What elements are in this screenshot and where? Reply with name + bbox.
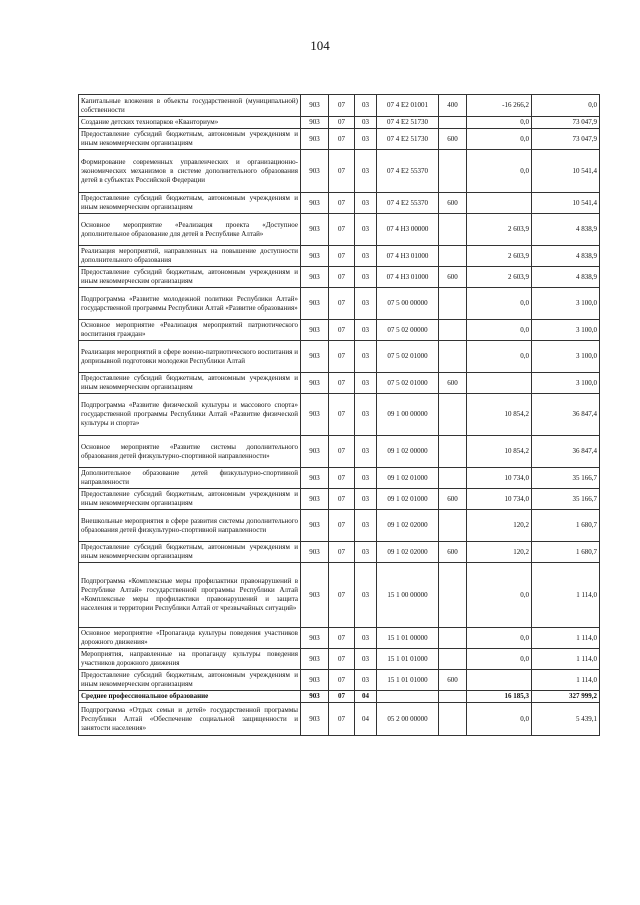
subsection-code: 03 [355, 288, 377, 320]
target-article-code: 07 4 Е2 55370 [377, 150, 439, 193]
subsection-code: 03 [355, 542, 377, 563]
subsection-code: 03 [355, 373, 377, 394]
amount-change: -16 266,2 [467, 95, 532, 117]
amount-total: 36 847,4 [532, 436, 600, 468]
table-row [79, 394, 600, 436]
amount-total: 10 541,4 [532, 193, 600, 214]
target-article-code: 07 4 Е2 55370 [377, 193, 439, 214]
row-description: Создание детских технопарков «Кванториум» [79, 117, 301, 129]
subsection-code: 03 [355, 510, 377, 542]
table-row [79, 468, 600, 489]
subsection-code: 03 [355, 246, 377, 267]
grbs-code: 903 [301, 542, 329, 563]
row-description: Среднее профессиональное образование [79, 691, 301, 703]
table-row [79, 373, 600, 394]
grbs-code: 903 [301, 394, 329, 436]
row-description: Внешкольные мероприятия в сфере развития системы дополнительного образования детей физкультурно-спортивной направленности [79, 510, 301, 542]
grbs-code: 903 [301, 246, 329, 267]
amount-total: 3 100,0 [532, 341, 600, 373]
section-code: 07 [329, 129, 355, 150]
table-row [79, 563, 600, 628]
amount-total: 327 999,2 [532, 691, 600, 703]
target-article-code: 09 1 02 02000 [377, 510, 439, 542]
amount-change: 0,0 [467, 320, 532, 341]
amount-total: 36 847,4 [532, 394, 600, 436]
section-code: 07 [329, 563, 355, 628]
expense-type-code: 600 [439, 542, 467, 563]
amount-total: 4 838,9 [532, 267, 600, 288]
expense-type-code [439, 510, 467, 542]
expense-type-code: 400 [439, 95, 467, 117]
amount-change: 0,0 [467, 117, 532, 129]
target-article-code: 15 1 00 00000 [377, 563, 439, 628]
section-code: 07 [329, 489, 355, 510]
section-code: 07 [329, 320, 355, 341]
subsection-code: 03 [355, 214, 377, 246]
table-row [79, 542, 600, 563]
expense-type-code [439, 468, 467, 489]
amount-change: 0,0 [467, 129, 532, 150]
expense-type-code: 600 [439, 193, 467, 214]
table-row [79, 341, 600, 373]
expense-type-code [439, 691, 467, 703]
subsection-code: 03 [355, 489, 377, 510]
amount-change: 2 603,9 [467, 214, 532, 246]
grbs-code: 903 [301, 468, 329, 489]
table-row [79, 267, 600, 288]
row-description: Подпрограмма «Комплексные меры профилактики правонарушений в Республике Алтай» государственной программы Республики Алтай «Комплексные меры профилактики правонарушений и защита населения и территории Республики Алтай от чрезвычайных ситуаций» [79, 563, 301, 628]
section-code: 07 [329, 341, 355, 373]
section-code: 07 [329, 150, 355, 193]
subsection-code: 04 [355, 703, 377, 736]
grbs-code: 903 [301, 117, 329, 129]
grbs-code: 903 [301, 267, 329, 288]
target-article-code: 05 2 00 00000 [377, 703, 439, 736]
expense-type-code [439, 394, 467, 436]
section-code: 07 [329, 267, 355, 288]
expense-type-code [439, 320, 467, 341]
section-code: 07 [329, 394, 355, 436]
grbs-code: 903 [301, 628, 329, 649]
amount-total: 4 838,9 [532, 246, 600, 267]
amount-total: 73 047,9 [532, 117, 600, 129]
expense-type-code: 600 [439, 373, 467, 394]
amount-total: 10 541,4 [532, 150, 600, 193]
amount-change: 16 185,3 [467, 691, 532, 703]
amount-total: 1 680,7 [532, 510, 600, 542]
page-number: 104 [310, 38, 330, 53]
amount-total: 3 100,0 [532, 288, 600, 320]
grbs-code: 903 [301, 214, 329, 246]
table-row [79, 703, 600, 736]
row-description: Основное мероприятие «Пропаганда культуры поведения участников дорожного движения» [79, 628, 301, 649]
target-article-code: 07 4 Е2 51730 [377, 129, 439, 150]
section-code: 07 [329, 510, 355, 542]
expense-type-code [439, 563, 467, 628]
row-description: Мероприятия, направленные на пропаганду культуры поведения участников дорожного движения [79, 649, 301, 670]
row-description: Формирование современных управленческих и организационно-экономических механизмов в системе дополнительного образования детей в субъектах Российской Федерации [79, 150, 301, 193]
row-description: Реализация мероприятий, направленных на повышение доступности дополнительного образования [79, 246, 301, 267]
amount-change: 120,2 [467, 542, 532, 563]
row-description: Предоставление субсидий бюджетным, автономным учреждениям и иным некоммерческим организациям [79, 193, 301, 214]
section-code: 07 [329, 649, 355, 670]
table-row [79, 117, 600, 129]
grbs-code: 903 [301, 510, 329, 542]
expense-type-code [439, 150, 467, 193]
grbs-code: 903 [301, 341, 329, 373]
target-article-code: 07 5 02 01000 [377, 373, 439, 394]
amount-total: 3 100,0 [532, 373, 600, 394]
amount-total: 4 838,9 [532, 214, 600, 246]
grbs-code: 903 [301, 95, 329, 117]
row-description: Предоставление субсидий бюджетным, автономным учреждениям и иным некоммерческим организациям [79, 373, 301, 394]
row-description: Подпрограмма «Развитие физической культуры и массового спорта» государственной программы Республики Алтай «Развитие физической культуры и спорта» [79, 394, 301, 436]
grbs-code: 903 [301, 703, 329, 736]
row-description: Капитальные вложения в объекты государственной (муниципальной) собственности [79, 95, 301, 117]
target-article-code: 07 5 00 00000 [377, 288, 439, 320]
row-description: Основное мероприятие «Развитие системы дополнительного образования детей физкультурно-спортивной направленности» [79, 436, 301, 468]
row-description: Предоставление субсидий бюджетным, автономным учреждениям и иным некоммерческим организациям [79, 542, 301, 563]
row-description: Подпрограмма «Отдых семьи и детей» государственной программы Республики Алтай «Обеспечение социальной защищенности и занятости населения» [79, 703, 301, 736]
table-row [79, 95, 600, 117]
subsection-code: 03 [355, 117, 377, 129]
expense-type-code: 600 [439, 267, 467, 288]
table-row [79, 246, 600, 267]
grbs-code: 903 [301, 320, 329, 341]
section-code: 07 [329, 436, 355, 468]
table-row [79, 129, 600, 150]
row-description: Основное мероприятие «Реализация проекта «Доступное дополнительное образование для детей в Республике Алтай» [79, 214, 301, 246]
amount-change: 10 854,2 [467, 394, 532, 436]
table-body [79, 95, 600, 736]
row-description: Предоставление субсидий бюджетным, автономным учреждениям и иным некоммерческим организациям [79, 670, 301, 691]
grbs-code: 903 [301, 129, 329, 150]
section-code: 07 [329, 628, 355, 649]
section-code: 07 [329, 670, 355, 691]
grbs-code: 903 [301, 691, 329, 703]
amount-total: 5 439,1 [532, 703, 600, 736]
target-article-code: 09 1 02 01000 [377, 468, 439, 489]
section-code: 07 [329, 691, 355, 703]
expense-type-code [439, 246, 467, 267]
row-description: Основное мероприятие «Реализация мероприятий патриотического воспитания граждан» [79, 320, 301, 341]
amount-change: 2 603,9 [467, 246, 532, 267]
expense-type-code [439, 436, 467, 468]
subsection-code: 03 [355, 341, 377, 373]
target-article-code: 15 1 01 01000 [377, 670, 439, 691]
subsection-code: 03 [355, 670, 377, 691]
amount-total: 1 114,0 [532, 563, 600, 628]
grbs-code: 903 [301, 436, 329, 468]
amount-change: 0,0 [467, 628, 532, 649]
target-article-code: 15 1 01 00000 [377, 628, 439, 649]
table-row [79, 649, 600, 670]
subsection-code: 03 [355, 468, 377, 489]
table-row [79, 670, 600, 691]
target-article-code: 07 4 Н3 00000 [377, 214, 439, 246]
table-row [79, 193, 600, 214]
row-description: Реализация мероприятий в сфере военно-патриотического воспитания и допризывной подготовки молодежи Республики Алтай [79, 341, 301, 373]
section-code: 07 [329, 373, 355, 394]
amount-change: 10 854,2 [467, 436, 532, 468]
amount-total: 1 114,0 [532, 628, 600, 649]
table-row [79, 288, 600, 320]
amount-total: 1 114,0 [532, 649, 600, 670]
section-code: 07 [329, 214, 355, 246]
target-article-code [377, 691, 439, 703]
expense-type-code [439, 341, 467, 373]
grbs-code: 903 [301, 649, 329, 670]
grbs-code: 903 [301, 288, 329, 320]
amount-change [467, 670, 532, 691]
expense-type-code [439, 649, 467, 670]
target-article-code: 07 5 02 01000 [377, 341, 439, 373]
budget-table [78, 94, 600, 736]
section-code: 07 [329, 703, 355, 736]
grbs-code: 903 [301, 373, 329, 394]
expense-type-code: 600 [439, 129, 467, 150]
table-row [79, 214, 600, 246]
amount-change: 0,0 [467, 150, 532, 193]
section-code: 07 [329, 468, 355, 489]
expense-type-code [439, 288, 467, 320]
expense-type-code: 600 [439, 670, 467, 691]
subsection-code: 03 [355, 95, 377, 117]
table-row [79, 691, 600, 703]
subsection-code: 03 [355, 394, 377, 436]
amount-total: 1 680,7 [532, 542, 600, 563]
subsection-code: 04 [355, 691, 377, 703]
section-code: 07 [329, 95, 355, 117]
amount-change: 0,0 [467, 649, 532, 670]
row-description: Предоставление субсидий бюджетным, автономным учреждениям и иным некоммерческим организациям [79, 129, 301, 150]
section-code: 07 [329, 193, 355, 214]
target-article-code: 07 4 Н3 01000 [377, 267, 439, 288]
amount-total: 0,0 [532, 95, 600, 117]
table-row [79, 628, 600, 649]
section-code: 07 [329, 288, 355, 320]
subsection-code: 03 [355, 649, 377, 670]
table-row [79, 320, 600, 341]
expense-type-code [439, 117, 467, 129]
subsection-code: 03 [355, 628, 377, 649]
target-article-code: 09 1 00 00000 [377, 394, 439, 436]
amount-total: 1 114,0 [532, 670, 600, 691]
target-article-code: 07 4 Е2 01001 [377, 95, 439, 117]
amount-change [467, 193, 532, 214]
subsection-code: 03 [355, 267, 377, 288]
grbs-code: 903 [301, 150, 329, 193]
target-article-code: 09 1 02 01000 [377, 489, 439, 510]
amount-change: 0,0 [467, 341, 532, 373]
subsection-code: 03 [355, 150, 377, 193]
table-row [79, 489, 600, 510]
expense-type-code [439, 628, 467, 649]
amount-change: 2 603,9 [467, 267, 532, 288]
amount-change: 120,2 [467, 510, 532, 542]
amount-total: 3 100,0 [532, 320, 600, 341]
target-article-code: 09 1 02 00000 [377, 436, 439, 468]
row-description: Подпрограмма «Развитие молодежной политики Республики Алтай» государственной программы Республики Алтай «Развитие образования» [79, 288, 301, 320]
section-code: 07 [329, 246, 355, 267]
subsection-code: 03 [355, 436, 377, 468]
grbs-code: 903 [301, 563, 329, 628]
target-article-code: 07 4 Н3 01000 [377, 246, 439, 267]
amount-change: 0,0 [467, 288, 532, 320]
expense-type-code [439, 214, 467, 246]
table-row [79, 510, 600, 542]
expense-type-code [439, 703, 467, 736]
target-article-code: 07 5 02 00000 [377, 320, 439, 341]
table-row [79, 150, 600, 193]
amount-change [467, 373, 532, 394]
amount-change: 0,0 [467, 703, 532, 736]
subsection-code: 03 [355, 320, 377, 341]
target-article-code: 09 1 02 02000 [377, 542, 439, 563]
subsection-code: 03 [355, 193, 377, 214]
section-code: 07 [329, 117, 355, 129]
row-description: Предоставление субсидий бюджетным, автономным учреждениям и иным некоммерческим организациям [79, 489, 301, 510]
row-description: Дополнительное образование детей физкультурно-спортивной направленности [79, 468, 301, 489]
amount-change: 10 734,0 [467, 489, 532, 510]
row-description: Предоставление субсидий бюджетным, автономным учреждениям и иным некоммерческим организациям [79, 267, 301, 288]
grbs-code: 903 [301, 670, 329, 691]
amount-total: 35 166,7 [532, 489, 600, 510]
section-code: 07 [329, 542, 355, 563]
grbs-code: 903 [301, 193, 329, 214]
expense-type-code: 600 [439, 489, 467, 510]
amount-change: 0,0 [467, 563, 532, 628]
grbs-code: 903 [301, 489, 329, 510]
subsection-code: 03 [355, 563, 377, 628]
subsection-code: 03 [355, 129, 377, 150]
table-row [79, 436, 600, 468]
amount-total: 73 047,9 [532, 129, 600, 150]
amount-total: 35 166,7 [532, 468, 600, 489]
target-article-code: 07 4 Е2 51730 [377, 117, 439, 129]
target-article-code: 15 1 01 01000 [377, 649, 439, 670]
amount-change: 10 734,0 [467, 468, 532, 489]
